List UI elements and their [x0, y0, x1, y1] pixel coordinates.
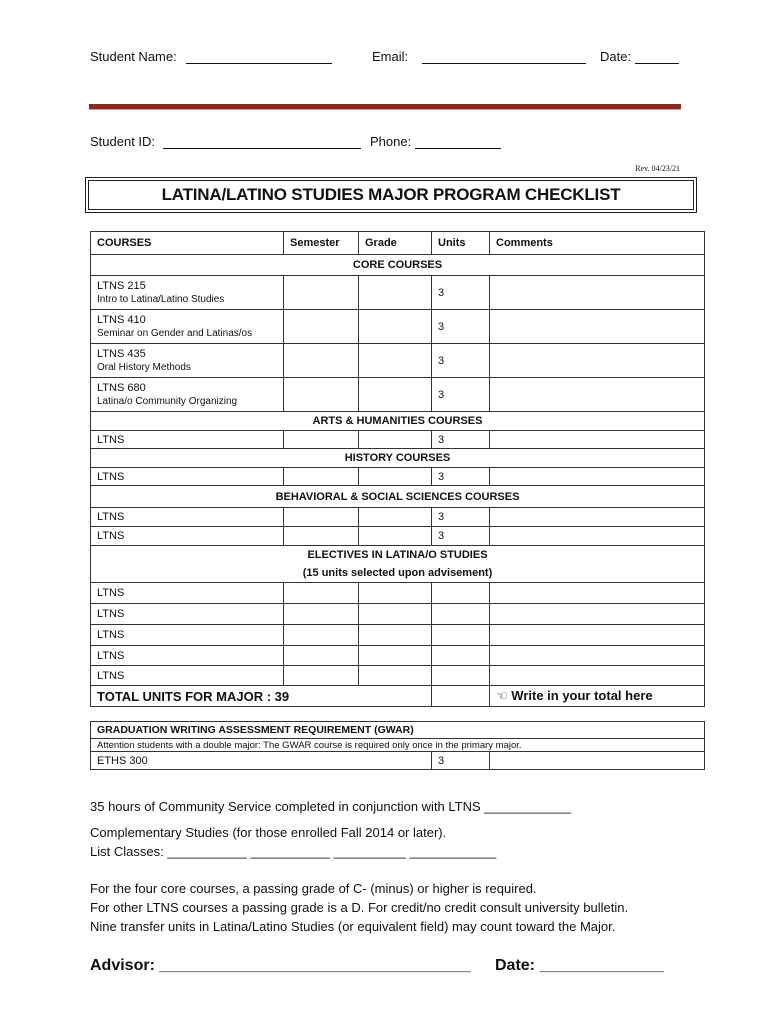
course-cell	[91, 276, 284, 310]
course-code: LTNS	[91, 527, 284, 546]
semester-cell[interactable]	[284, 666, 359, 686]
course-code: LTNS 215	[97, 279, 146, 292]
student-id-field[interactable]	[90, 134, 361, 149]
table-header-row	[91, 232, 705, 255]
table-row	[91, 583, 705, 604]
grade-cell[interactable]	[359, 378, 432, 412]
units-cell: 3	[432, 508, 490, 527]
student-name-field[interactable]	[90, 49, 332, 64]
history-heading: HISTORY COURSES	[91, 449, 705, 468]
semester-cell[interactable]	[284, 378, 359, 412]
units-cell[interactable]	[432, 583, 490, 604]
student-id-blank[interactable]	[163, 134, 361, 149]
comments-cell[interactable]	[490, 527, 705, 546]
table-row	[91, 310, 705, 344]
grade-cell[interactable]	[359, 431, 432, 449]
header-divider	[89, 104, 681, 110]
gwar-comments-cell[interactable]	[490, 752, 705, 770]
email-label: Email:	[372, 49, 409, 64]
semester-cell[interactable]	[284, 646, 359, 666]
course-code: LTNS 435	[97, 347, 146, 360]
semester-cell[interactable]	[284, 508, 359, 527]
grade-cell[interactable]	[359, 468, 432, 486]
comments-cell[interactable]	[490, 625, 705, 646]
course-cell	[91, 378, 284, 412]
table-row	[91, 646, 705, 666]
rule-ltns-grade: For other LTNS courses a passing grade is a D. For credit/no credit consult university bulletin.	[90, 900, 629, 915]
course-code: LTNS	[91, 604, 284, 625]
table-row	[91, 431, 705, 449]
comments-cell[interactable]	[490, 646, 705, 666]
course-code: LTNS	[91, 666, 284, 686]
gwar-note: Attention students with a double major: The GWAR course is required only once in the primary major.	[91, 739, 705, 752]
semester-cell[interactable]	[284, 310, 359, 344]
grade-cell[interactable]	[359, 646, 432, 666]
course-name: Oral History Methods	[97, 361, 191, 373]
advisor-signature-field[interactable]: Advisor: ___________________________________	[90, 957, 471, 974]
units-cell: 3	[432, 431, 490, 449]
course-name: Latina/o Community Organizing	[97, 395, 238, 407]
semester-cell[interactable]	[284, 276, 359, 310]
grade-cell[interactable]	[359, 508, 432, 527]
semester-cell[interactable]	[284, 604, 359, 625]
course-cell	[91, 310, 284, 344]
col-grade: Grade	[359, 232, 432, 255]
behavioral-social-heading: BEHAVIORAL & SOCIAL SCIENCES COURSES	[91, 486, 705, 508]
comments-cell[interactable]	[490, 344, 705, 378]
phone-blank[interactable]	[415, 134, 501, 149]
community-service-note: 35 hours of Community Service completed in conjunction with LTNS ____________	[90, 799, 572, 814]
student-id-label: Student ID:	[90, 134, 156, 149]
list-classes-field[interactable]: List Classes: ___________ ___________ __________ ____________	[90, 844, 497, 859]
units-cell: 3	[432, 527, 490, 546]
comments-cell[interactable]	[490, 583, 705, 604]
grade-cell[interactable]	[359, 604, 432, 625]
table-row	[91, 508, 705, 527]
grade-cell[interactable]	[359, 310, 432, 344]
semester-cell[interactable]	[284, 527, 359, 546]
course-cell	[91, 344, 284, 378]
electives-heading-cell	[91, 546, 705, 583]
col-units: Units	[432, 232, 490, 255]
gwar-table	[90, 721, 705, 770]
comments-cell[interactable]	[490, 604, 705, 625]
grade-cell[interactable]	[359, 666, 432, 686]
units-cell[interactable]	[432, 625, 490, 646]
grade-cell[interactable]	[359, 527, 432, 546]
email-blank[interactable]	[422, 49, 586, 64]
course-name: Intro to Latina/Latino Studies	[97, 293, 225, 305]
table-row	[91, 752, 705, 770]
page-title: LATINA/LATINO STUDIES MAJOR PROGRAM CHECKLIST	[85, 177, 697, 213]
grade-cell[interactable]	[359, 344, 432, 378]
total-hint-text: Write in your total here	[511, 688, 653, 703]
course-code: LTNS	[91, 508, 284, 527]
gwar-units: 3	[432, 752, 490, 770]
total-units-cell[interactable]	[432, 686, 490, 707]
table-row	[91, 666, 705, 686]
course-code: LTNS 680	[97, 381, 146, 394]
comments-cell[interactable]	[490, 468, 705, 486]
units-cell: 3	[432, 378, 490, 412]
table-row	[91, 344, 705, 378]
comments-cell[interactable]	[490, 508, 705, 527]
date-blank[interactable]	[635, 49, 679, 64]
grade-cell[interactable]	[359, 583, 432, 604]
course-code: LTNS	[91, 431, 284, 449]
gwar-course: ETHS 300	[91, 752, 432, 770]
date-label: Date:	[600, 49, 632, 64]
comments-cell[interactable]	[490, 276, 705, 310]
grade-cell[interactable]	[359, 276, 432, 310]
advisor-date-field[interactable]: Date: ______________	[495, 957, 665, 974]
electives-heading: ELECTIVES IN LATINA/O STUDIES	[307, 549, 488, 561]
course-code: LTNS 410	[97, 313, 146, 326]
course-code: LTNS	[91, 468, 284, 486]
course-code: LTNS	[91, 646, 284, 666]
units-cell[interactable]	[432, 604, 490, 625]
table-row	[91, 378, 705, 412]
units-cell[interactable]	[432, 646, 490, 666]
electives-subheading: (15 units selected upon advisement)	[302, 567, 493, 579]
comments-cell[interactable]	[490, 310, 705, 344]
total-hint-cell	[490, 686, 705, 707]
phone-field[interactable]	[370, 134, 501, 149]
email-field[interactable]	[372, 49, 586, 64]
rule-transfer-units: Nine transfer units in Latina/Latino Studies (or equivalent field) may count toward the Major.	[90, 919, 616, 934]
table-row	[91, 527, 705, 546]
rule-core-grade: For the four core courses, a passing grade of C- (minus) or higher is required.	[90, 881, 537, 896]
total-row	[91, 686, 705, 707]
table-row	[91, 625, 705, 646]
semester-cell[interactable]	[284, 625, 359, 646]
arts-humanities-heading: ARTS & HUMANITIES COURSES	[91, 412, 705, 431]
core-courses-heading: CORE COURSES	[91, 255, 705, 276]
gwar-heading: GRADUATION WRITING ASSESSMENT REQUIREMENT (GWAR)	[91, 722, 705, 739]
comments-cell[interactable]	[490, 431, 705, 449]
complementary-studies-note: Complementary Studies (for those enrolled Fall 2014 or later).	[90, 825, 447, 840]
units-cell: 3	[432, 310, 490, 344]
grade-cell[interactable]	[359, 625, 432, 646]
comments-cell[interactable]	[490, 666, 705, 686]
course-code: LTNS	[91, 583, 284, 604]
student-name-blank[interactable]	[186, 49, 332, 64]
semester-cell[interactable]	[284, 344, 359, 378]
pointing-hand-icon: ☜	[496, 688, 508, 703]
total-units-label: TOTAL UNITS FOR MAJOR : 39	[91, 686, 432, 707]
units-cell: 3	[432, 344, 490, 378]
semester-cell[interactable]	[284, 431, 359, 449]
phone-label: Phone:	[370, 134, 412, 149]
comments-cell[interactable]	[490, 378, 705, 412]
col-courses: COURSES	[91, 232, 284, 255]
course-code: LTNS	[91, 625, 284, 646]
checklist-table	[90, 231, 705, 707]
student-name-label: Student Name:	[90, 49, 177, 64]
semester-cell[interactable]	[284, 468, 359, 486]
semester-cell[interactable]	[284, 583, 359, 604]
revision-date: Rev. 04/23/21	[635, 164, 680, 173]
col-comments: Comments	[490, 232, 705, 255]
units-cell[interactable]	[432, 666, 490, 686]
table-row	[91, 468, 705, 486]
units-cell: 3	[432, 468, 490, 486]
table-row	[91, 276, 705, 310]
date-field[interactable]	[600, 49, 679, 64]
units-cell: 3	[432, 276, 490, 310]
table-row	[91, 604, 705, 625]
course-name: Seminar on Gender and Latinas/os	[97, 327, 253, 339]
col-semester: Semester	[284, 232, 359, 255]
